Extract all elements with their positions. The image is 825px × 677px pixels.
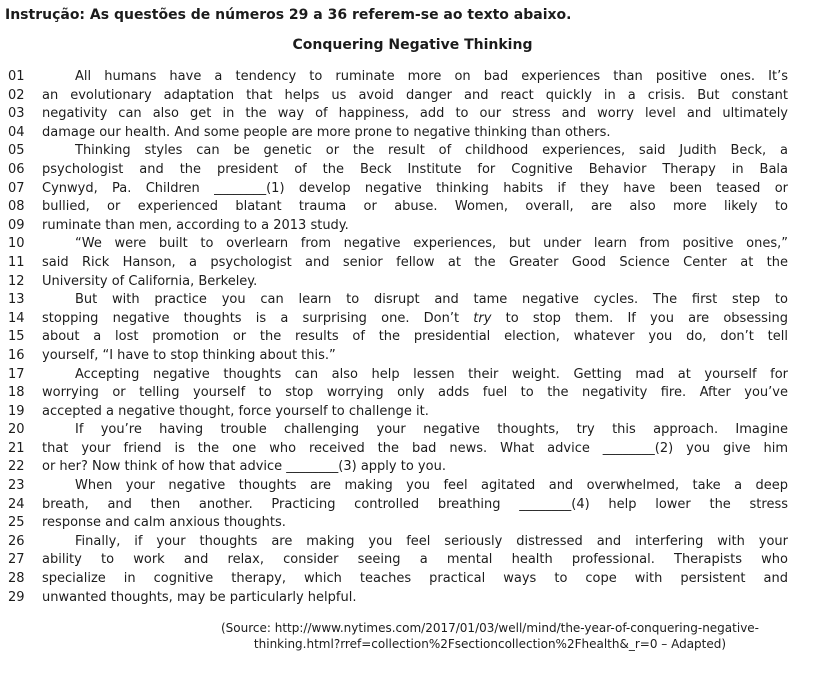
text-line — [8, 142, 788, 161]
source-line: (Source: http://www.nytimes.com/2017/01/03/well/mind/the-year-of-conquering-negative- — [220, 621, 760, 636]
text-line — [8, 384, 788, 403]
text-line — [8, 124, 788, 143]
text-line — [8, 551, 788, 570]
line-number: 29 — [8, 589, 25, 605]
line-number: 02 — [8, 87, 25, 103]
line-text: When your negative thoughts are making you feel agitated and overwhelmed, take a deep — [75, 478, 788, 494]
line-number: 08 — [8, 199, 25, 215]
line-text: ruminate than men, according to a 2013 study. — [42, 217, 349, 233]
text-line — [8, 291, 788, 310]
line-number: 14 — [8, 310, 25, 326]
text-line — [8, 514, 788, 533]
line-number: 18 — [8, 385, 25, 401]
line-number: 12 — [8, 273, 25, 289]
line-number: 28 — [8, 571, 25, 587]
line-number: 19 — [8, 403, 25, 419]
text-body — [0, 68, 825, 607]
line-text: bullied, or experienced blatant trauma or abuse. Women, overall, are also more likely to — [42, 199, 788, 215]
text-title: Conquering Negative Thinking — [292, 37, 533, 53]
text-line — [8, 310, 788, 329]
line-text: an evolutionary adaptation that helps us avoid danger and react quickly in a crisis. But constant — [42, 87, 788, 103]
text-line — [8, 105, 788, 124]
line-text: about a lost promotion or the results of the presidential election, whatever you do, don’t tell — [42, 329, 788, 345]
line-text: damage our health. And some people are more prone to negative thinking than others. — [42, 124, 611, 140]
line-number: 01 — [8, 69, 25, 84]
line-text: Accepting negative thoughts can also help lessen their weight. Getting mad at yourself for — [75, 366, 788, 382]
line-text-segment: stopping negative thoughts is a surprising one. Don’t — [42, 310, 474, 326]
text-line — [8, 328, 788, 347]
line-number: 17 — [8, 366, 25, 382]
line-number: 16 — [8, 347, 25, 363]
line-text — [42, 310, 788, 329]
line-text: All humans have a tendency to ruminate more on bad experiences than positive ones. It’s — [75, 69, 788, 84]
line-text: said Rick Hanson, a psychologist and senior fellow at the Greater Good Science Center at the — [42, 254, 788, 270]
source-line: thinking.html?rref=collection%2Fsectioncollection%2Fhealth&_r=0 – Adapted) — [253, 637, 727, 652]
line-number: 05 — [8, 143, 25, 159]
text-line — [8, 440, 788, 459]
line-text: or her? Now think of how that advice ________(3) apply to you. — [42, 459, 446, 475]
line-number: 26 — [8, 533, 25, 549]
text-line — [8, 217, 788, 236]
text-line — [8, 421, 788, 440]
text-line — [8, 403, 788, 422]
line-text: yourself, “I have to stop thinking about this.” — [42, 347, 336, 363]
line-text-segment: to stop them. If you are obsessing — [491, 310, 788, 326]
line-number: 03 — [8, 106, 25, 122]
text-line — [8, 198, 788, 217]
line-text: that your friend is the one who received the bad news. What advice ________(2) you give him — [42, 440, 788, 456]
source-citation — [170, 620, 810, 652]
line-number: 04 — [8, 124, 25, 140]
text-line — [8, 161, 788, 180]
text-line — [8, 235, 788, 254]
line-text: accepted a negative thought, force yourself to challenge it. — [42, 403, 429, 419]
line-text: response and calm anxious thoughts. — [42, 515, 286, 531]
line-text: Cynwyd, Pa. Children ________(1) develop negative thinking habits if they have been teased or — [42, 180, 788, 196]
line-text: breath, and then another. Practicing controlled breathing ________(4) help lower the stress — [42, 496, 788, 512]
line-text-italic: try — [473, 310, 492, 326]
text-line — [8, 347, 788, 366]
line-text: negativity can also get in the way of happiness, add to our stress and worry level and ultimately — [42, 106, 788, 122]
line-text: worrying or telling yourself to stop worrying only adds fuel to the negativity fire. After you’ve — [42, 385, 788, 401]
line-number: 10 — [8, 236, 25, 252]
line-number: 23 — [8, 478, 25, 494]
text-line — [8, 254, 788, 273]
line-number: 09 — [8, 217, 25, 233]
text-line — [8, 68, 788, 87]
line-number: 27 — [8, 552, 25, 568]
line-text: If you’re having trouble challenging your negative thoughts, try this approach. Imagine — [75, 422, 788, 438]
line-number: 07 — [8, 180, 25, 196]
text-line — [8, 533, 788, 552]
text-line — [8, 366, 788, 385]
line-text: But with practice you can learn to disrupt and tame negative cycles. The first step to — [75, 292, 788, 308]
line-number: 15 — [8, 329, 25, 345]
text-line — [8, 570, 788, 589]
line-text: “We were built to overlearn from negative experiences, but under learn from positive ones,” — [75, 236, 788, 252]
line-number: 20 — [8, 422, 25, 438]
line-number: 24 — [8, 496, 25, 512]
line-number: 22 — [8, 459, 25, 475]
line-text: Thinking styles can be genetic or the result of childhood experiences, said Judith Beck, a — [75, 143, 788, 159]
text-line — [8, 496, 788, 515]
text-line — [8, 589, 788, 608]
text-line — [8, 458, 788, 477]
line-text: ability to work and relax, consider seeing a mental health professional. Therapists who — [42, 552, 788, 568]
text-line — [8, 477, 788, 496]
text-line — [8, 180, 788, 199]
line-number: 13 — [8, 292, 25, 308]
line-text: psychologist and the president of the Beck Institute for Cognitive Behavior Therapy in Bala — [42, 161, 788, 177]
line-text: University of California, Berkeley. — [42, 273, 258, 289]
instruction-text: Instrução: As questões de números 29 a 36 referem-se ao texto abaixo. — [5, 7, 572, 23]
line-number: 25 — [8, 515, 25, 531]
line-text: specialize in cognitive therapy, which teaches practical ways to cope with persistent and — [42, 571, 788, 587]
line-text: unwanted thoughts, may be particularly helpful. — [42, 589, 357, 605]
text-line — [8, 273, 788, 292]
line-number: 11 — [8, 254, 25, 270]
line-number: 21 — [8, 440, 25, 456]
line-number: 06 — [8, 161, 25, 177]
line-text: Finally, if your thoughts are making you feel seriously distressed and interfering with your — [75, 533, 788, 549]
text-line — [8, 87, 788, 106]
